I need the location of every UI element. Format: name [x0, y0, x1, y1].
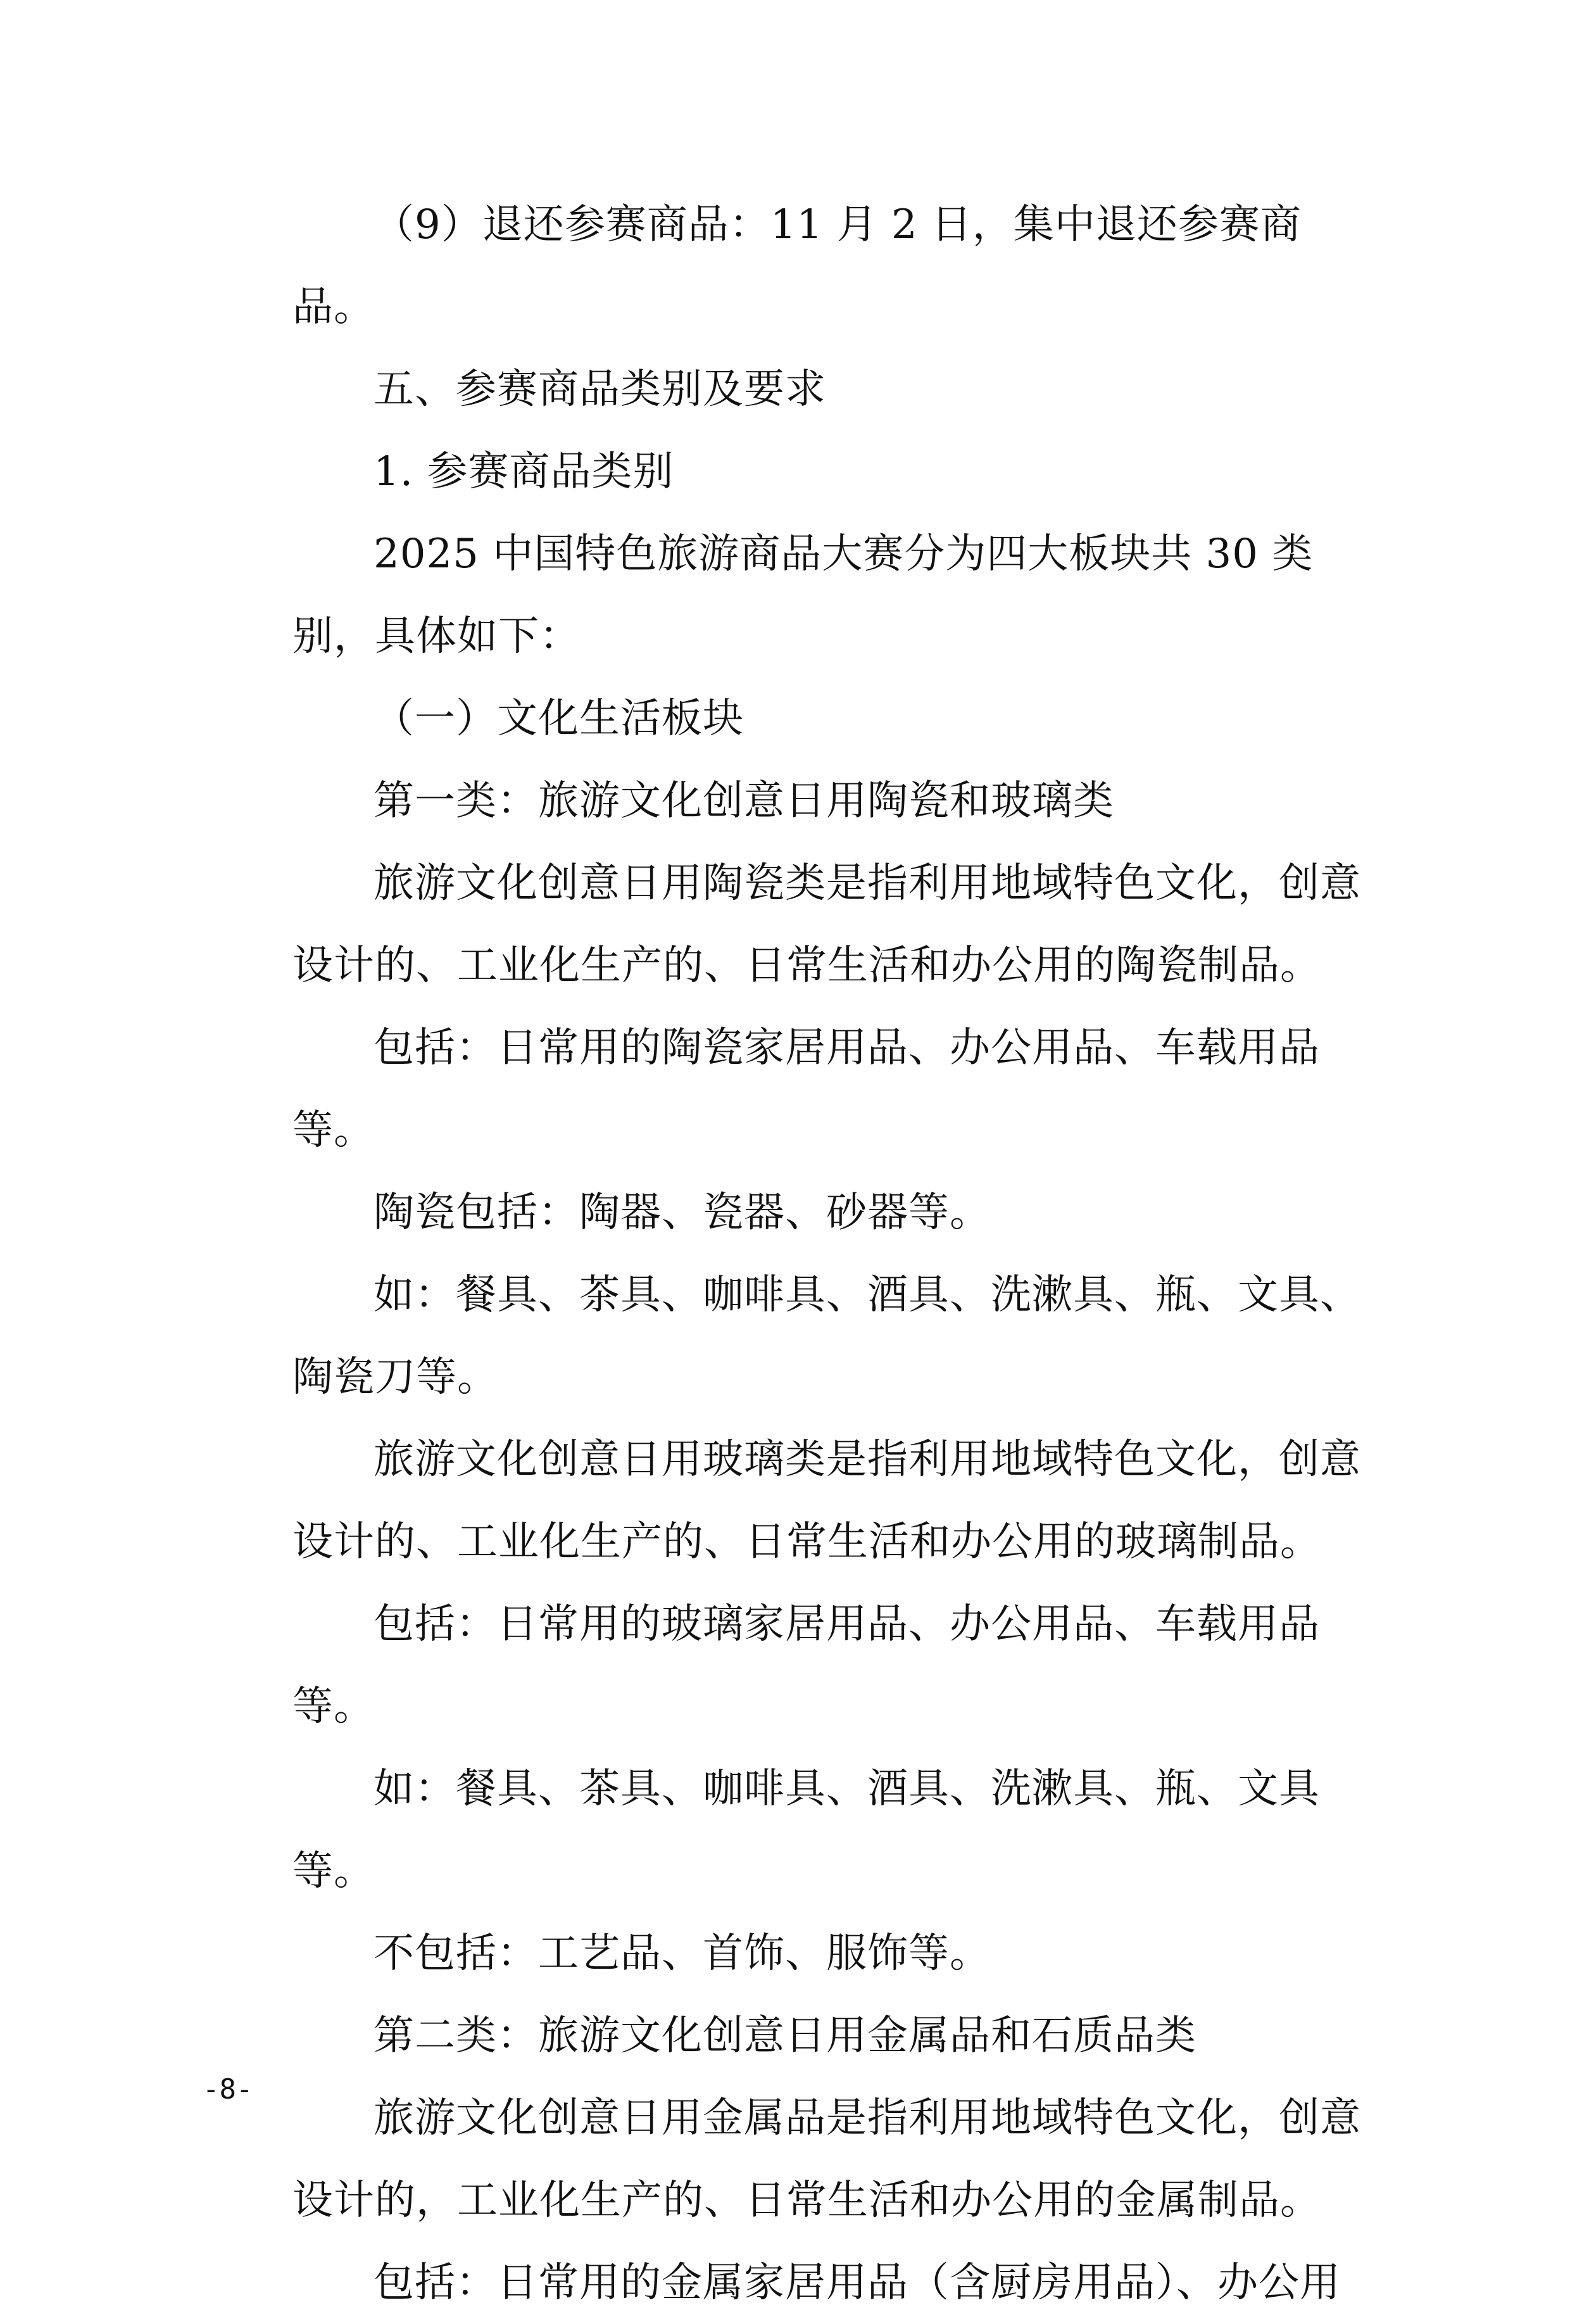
- paragraph-ceramics-types: 陶瓷包括：陶器、瓷器、砂器等。: [374, 1189, 991, 1236]
- paragraph-glass-examples: 如：餐具、茶具、咖啡具、酒具、洗漱具、瓶、文具等。: [292, 1765, 1320, 1895]
- subheading-culture-life: （一）文化生活板块: [374, 695, 744, 742]
- paragraph-metal-definition: 旅游文化创意日用金属品是指利用地域特色文化，创意设计的，工业化生产的、日常生活和办公用的金属制品。: [292, 2095, 1361, 2224]
- paragraph-glass-includes: 包括：日常用的玻璃家居用品、办公用品、车载用品等。: [292, 1601, 1320, 1730]
- category-two-title: 第二类：旅游文化创意日用金属品和石质品类: [374, 2012, 1196, 2059]
- paragraph-excludes: 不包括：工艺品、首饰、服饰等。: [374, 1930, 991, 1977]
- paragraph-ceramics-examples: 如：餐具、茶具、咖啡具、酒具、洗漱具、瓶、文具、陶瓷刀等。: [292, 1272, 1361, 1401]
- paragraph-intro: 2025 中国特色旅游商品大赛分为四大板块共 30 类别，具体如下：: [292, 531, 1314, 660]
- paragraph-return-items: （9）退还参赛商品：11 月 2 日，集中退还参赛商品。: [292, 201, 1302, 331]
- paragraph-metal-includes: 包括：日常用的金属家居用品（含厨房用品）、办公用: [374, 2259, 1341, 2306]
- page-number: -8-: [203, 2073, 253, 2106]
- section-heading-categories: 五、参赛商品类别及要求: [374, 366, 826, 413]
- subheading-categories: 1. 参赛商品类别: [374, 448, 674, 495]
- paragraph-ceramics-definition: 旅游文化创意日用陶瓷类是指利用地域特色文化，创意设计的、工业化生产的、日常生活和办公用的陶瓷制品。: [292, 860, 1361, 989]
- paragraph-glass-definition: 旅游文化创意日用玻璃类是指利用地域特色文化，创意设计的、工业化生产的、日常生活和办公用的玻璃制品。: [292, 1436, 1361, 1565]
- category-one-title: 第一类：旅游文化创意日用陶瓷和玻璃类: [374, 778, 1114, 824]
- paragraph-ceramics-includes: 包括：日常用的陶瓷家居用品、办公用品、车载用品等。: [292, 1025, 1320, 1154]
- document-body: [292, 184, 1381, 2324]
